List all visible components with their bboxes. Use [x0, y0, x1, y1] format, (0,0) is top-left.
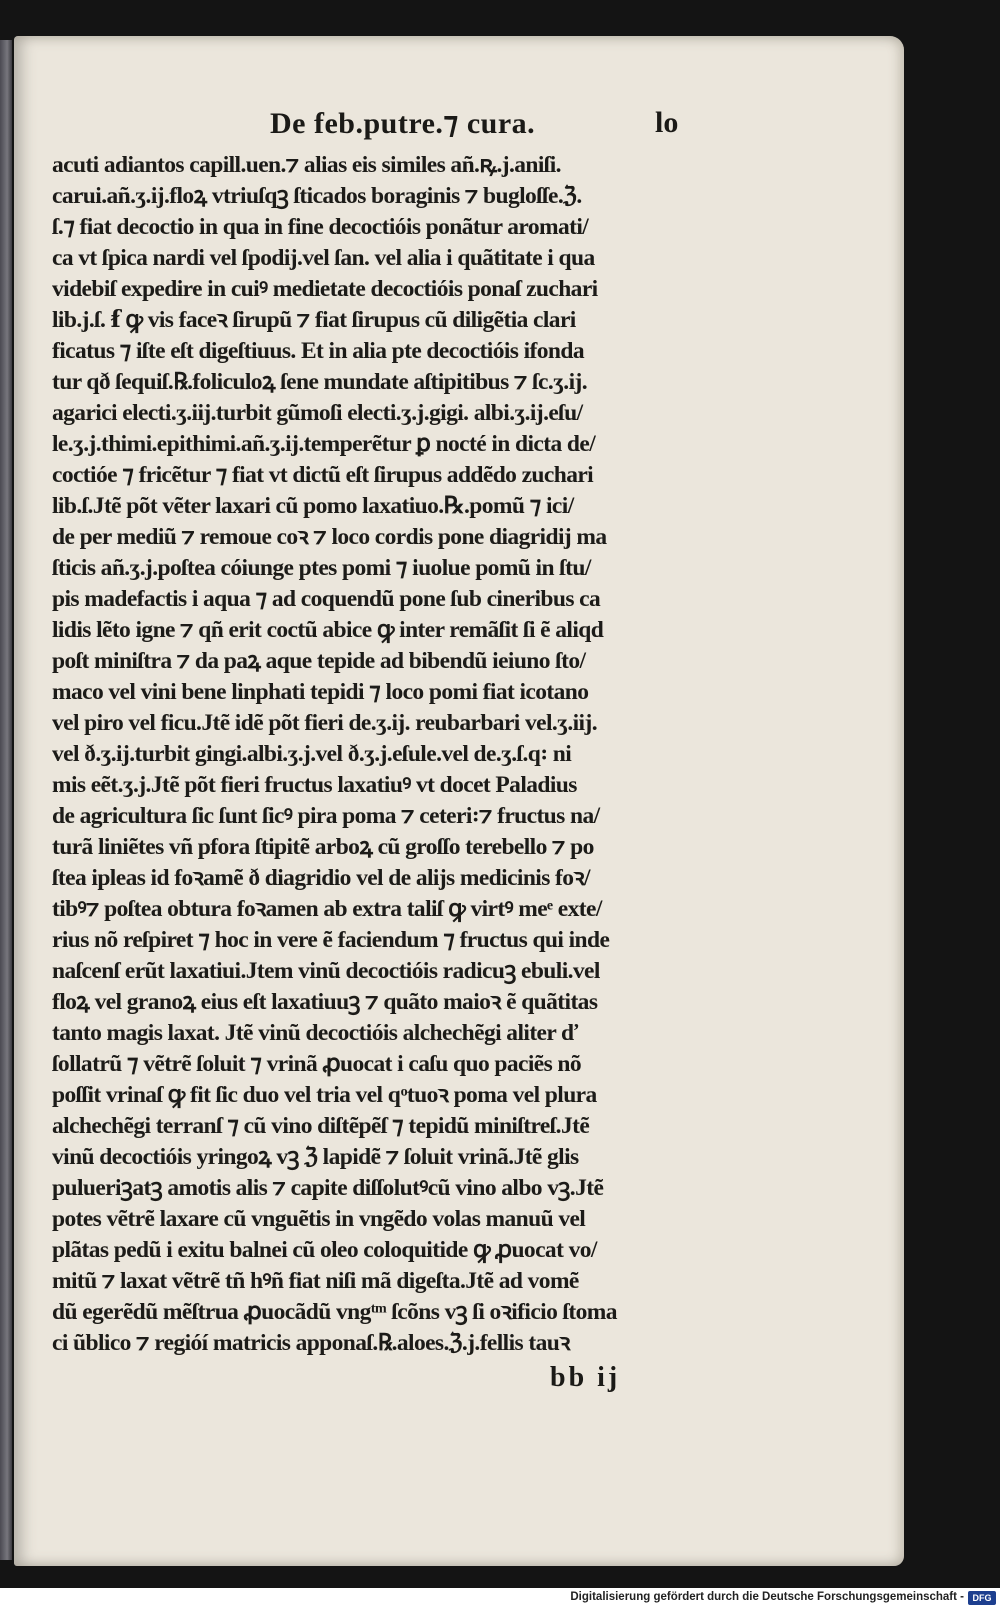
text-line: coctióe ⁊ fricẽtur ⁊ fiat vt dictũ eſt ſirupus addẽdo zuchari: [52, 462, 594, 488]
folio-number: lo: [655, 106, 679, 139]
text-line: ficatus ⁊ iſte eſt digeſtiuus. Et in alia pte decoctióis ifonda: [52, 338, 584, 364]
text-line: ſticis añ.ʒ.j.poſtea cóiunge ptes pomi ⁊ iuolue pomũ in ſtu/: [52, 555, 591, 581]
running-head: De feb.putre.⁊ cura.: [270, 107, 536, 140]
text-line: videbiſ expedire in cuiꝰ medietate decoctióis ponaſ zuchari: [52, 276, 598, 302]
text-line: maco vel vini bene linphati tepidi ⁊ loco pomi fiat icotano: [52, 679, 589, 705]
text-line: naſcenſ erũt laxatiui.Jtem vinũ decoctióis radicuꝫ ebuli.vel: [52, 958, 600, 984]
page-edge: [0, 40, 12, 1560]
footer-credit: Digitalisierung gefördert durch die Deutsche Forschungsgemeinschaft -: [570, 1591, 964, 1603]
signature-mark: bb ij: [550, 1362, 621, 1393]
text-line: rius nõ reſpiret ⁊ hoc in vere ẽ faciendum ⁊ fructus qui inde: [52, 927, 610, 953]
digitization-footer: [0, 1588, 1000, 1609]
text-line: turã liniẽtes vñ pfora ſtipitẽ arboꝝ cũ groſſo terebello ⁊ po: [52, 834, 594, 860]
text-line: mitũ ⁊ laxat vẽtrẽ tñ hꝰñ fiat niſi mã digeſta.Jtẽ ad vomẽ: [52, 1268, 579, 1294]
text-line: carui.añ.ʒ.ij.floꝝ vtriuſqꝫ ſticados boraginis ⁊ bugloſſe.ℨ.: [52, 183, 582, 209]
text-line: pis madefactis i aqua ⁊ ad coquendũ pone ſub cineribus ca: [52, 586, 601, 612]
text-line: mis eẽt.ʒ.j.Jtẽ põt fieri fructus laxatiuꝰ vt docet Paladius: [52, 772, 577, 798]
text-line: pulueriꝫatꝫ amotis alis ⁊ capite diſſolutꝰcũ vino albo vꝫ.Jtẽ: [52, 1175, 604, 1201]
text-line: vel piro vel ficu.Jtẽ idẽ põt fieri de.ʒ.ij. reubarbari vel.ʒ.iij.: [52, 710, 597, 736]
text-line: de per mediũ ⁊ remoue coꝛ ⁊ loco cordis pone diagridij ma: [52, 524, 607, 550]
text-line: lib.j.ſ. ẜ ꝙ vis faceꝛ ſirupũ ⁊ fiat ſirupus cũ diligẽtia clari: [52, 307, 576, 333]
text-line: potes vẽtrẽ laxare cũ vnguẽtis in vngẽdo volas manuũ vel: [52, 1206, 586, 1232]
text-line: lidis lẽto igne ⁊ qñ erit coctũ abice ꝙ inter remãſit ſi ẽ aliqd: [52, 617, 604, 643]
text-line: acuti adiantos capill.uen.⁊ alias eis similes añ.ꝶ.j.aniſi.: [52, 152, 561, 178]
text-block: [52, 150, 732, 1360]
text-line: tur qð ſequiſ.℞.foliculoꝝ ſene mundate aſtipitibus ⁊ ſc.ʒ.ij.: [52, 369, 587, 395]
text-line: ci ũblico ⁊ regióí matricis apponaſ.℞.aloes.ℨ.j.fellis tauꝛ: [52, 1330, 570, 1356]
text-line: poſſit vrinaſ ꝙ fit ſic duo vel tria vel qͦtuoꝛ poma vel plura: [52, 1082, 597, 1108]
text-line: ca vt ſpica nardi vel ſpodij.vel ſan. vel alia i quãtitate i qua: [52, 245, 595, 271]
text-line: vel ð.ʒ.ij.turbit gingi.albi.ʒ.j.vel ð.ʒ.j.eſule.vel de.ʒ.ſ.q꞉ ni: [52, 741, 572, 767]
text-line: vinũ decoctióis yringoꝝ vꝫ ℨ lapidẽ ⁊ ſoluit vrinã.Jtẽ glis: [52, 1144, 579, 1170]
text-line: floꝝ vel granoꝝ eius eſt laxatiuuꝫ ⁊ quãto maioꝛ ẽ quãtitas: [52, 989, 598, 1015]
text-line: tibꝰ⁊ poſtea obtura foꝛamen ab extra taliſ ꝙ virtꝰ meᵉ exte/: [52, 896, 602, 922]
text-line: alchechẽgi terranſ ⁊ cũ vino diſtẽpẽſ ⁊ tepidũ miniſtreſ.Jtẽ: [52, 1113, 590, 1139]
text-line: plãtas pedũ i exitu balnei cũ oleo coloquitide ꝙ ꝓuocat vo/: [52, 1237, 597, 1263]
text-line: le.ʒ.j.thimi.epithimi.añ.ʒ.ij.temperẽtur ꝑ nocté in dicta de/: [52, 431, 596, 457]
text-line: dũ egerẽdũ mẽſtrua ꝓuocãdũ vngᵗᵐ ſcõns vꝫ ſi oꝛificio ſtoma: [52, 1299, 617, 1325]
text-line: de agricultura ſic ſunt ſicꝰ pira poma ⁊ ceteri꞉⁊ fructus na/: [52, 803, 600, 829]
text-line: ſollatrũ ⁊ vẽtrẽ ſoluit ⁊ vrinã ꝓuocat i caſu quo paciẽs nõ: [52, 1051, 582, 1077]
dfg-logo[interactable]: DFG: [968, 1591, 996, 1605]
text-line: tanto magis laxat. Jtẽ vinũ decoctióis alchechẽgi aliter ď: [52, 1020, 578, 1046]
text-line: ſ.⁊ fiat decoctio in qua in fine decoctióis ponãtur aromati/: [52, 214, 589, 240]
text-line: lib.ſ.Jtẽ põt vẽter laxari cũ pomo laxatiuo.℞.pomũ ⁊ ici/: [52, 493, 574, 519]
text-line: poſt miniſtra ⁊ da paꝝ aque tepide ad bibendũ ieiuno ſto/: [52, 648, 586, 674]
text-line: agarici electi.ʒ.iij.turbit gũmoſi electi.ʒ.j.gigi. albi.ʒ.ij.eſu/: [52, 400, 583, 426]
text-line: ſtea ipleas id foꝛamẽ ð diagridio vel de alijs medicinis foꝛ/: [52, 865, 590, 891]
